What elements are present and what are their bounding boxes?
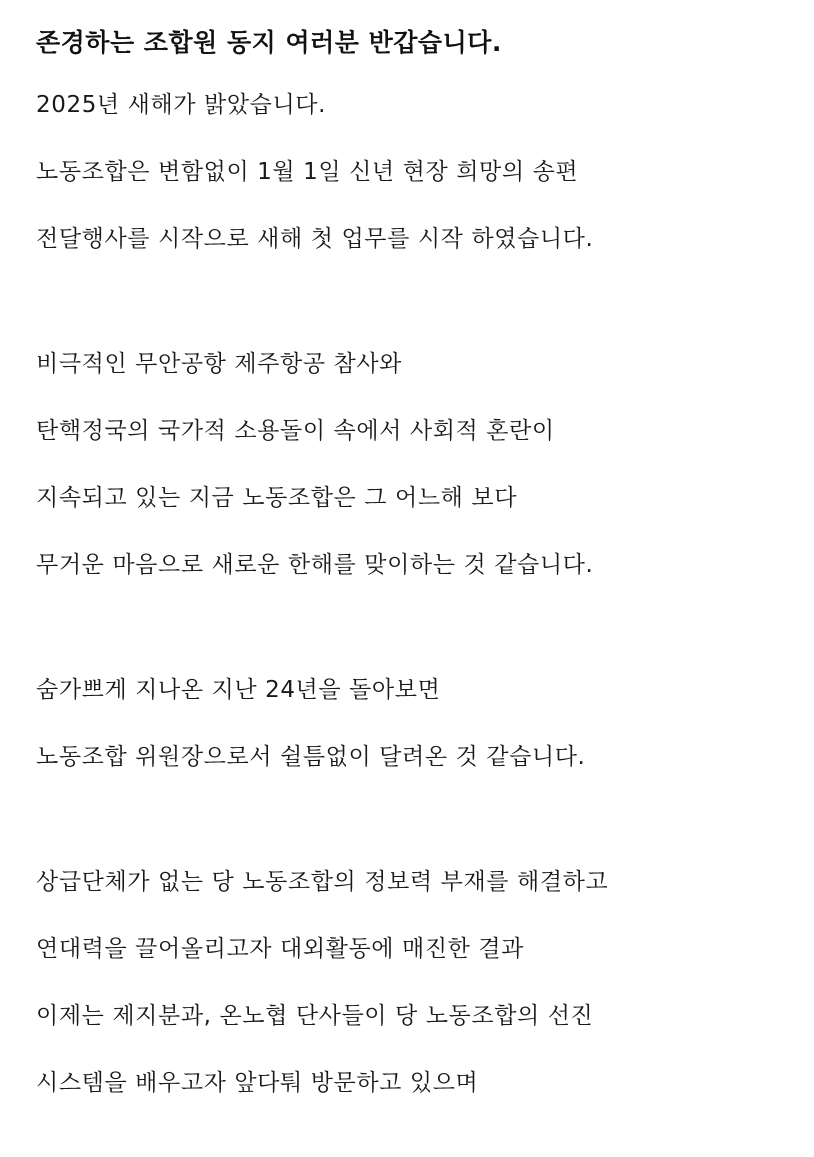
paragraph-spacer [36, 599, 778, 657]
text-line: 비극적인 무안공항 제주항공 참사와 [36, 350, 403, 377]
text-line: 이제는 제지분과, 온노협 단사들이 당 노동조합의 선진 [36, 1002, 594, 1029]
text-line: 지속되고 있는 지금 노동조합은 그 어느해 보다 [36, 484, 518, 511]
text-line: 시스템을 배우고자 앞다퉈 방문하고 있으며 [36, 1069, 479, 1096]
text-line: 노동조합은 변함없이 1월 1일 신년 현장 희망의 송편 [36, 158, 579, 185]
paragraph-4 [36, 849, 778, 1117]
paragraph-2 [36, 331, 778, 599]
paragraph-spacer [36, 273, 778, 331]
paragraph-3 [36, 657, 778, 791]
text-line: 2025년 새해가 밝았습니다. [36, 91, 327, 118]
text-line: 상급단체가 없는 당 노동조합의 정보력 부재를 해결하고 [36, 868, 609, 895]
paragraph-1 [36, 72, 778, 273]
page-title: 존경하는 조합원 동지 여러분 반갑습니다. [36, 28, 502, 57]
text-line: 노동조합 위원장으로서 쉴틈없이 달려온 것 같습니다. [36, 743, 586, 770]
text-line: 연대력을 끌어올리고자 대외활동에 매진한 결과 [36, 935, 525, 962]
text-line: 탄핵정국의 국가적 소용돌이 속에서 사회적 혼란이 [36, 417, 555, 444]
text-line: 숨가쁘게 지나온 지난 24년을 돌아보면 [36, 676, 441, 703]
paragraph-spacer [36, 791, 778, 849]
text-line: 무거운 마음으로 새로운 한해를 맞이하는 것 같습니다. [36, 551, 594, 578]
text-line: 전달행사를 시작으로 새해 첫 업무를 시작 하였습니다. [36, 225, 594, 252]
